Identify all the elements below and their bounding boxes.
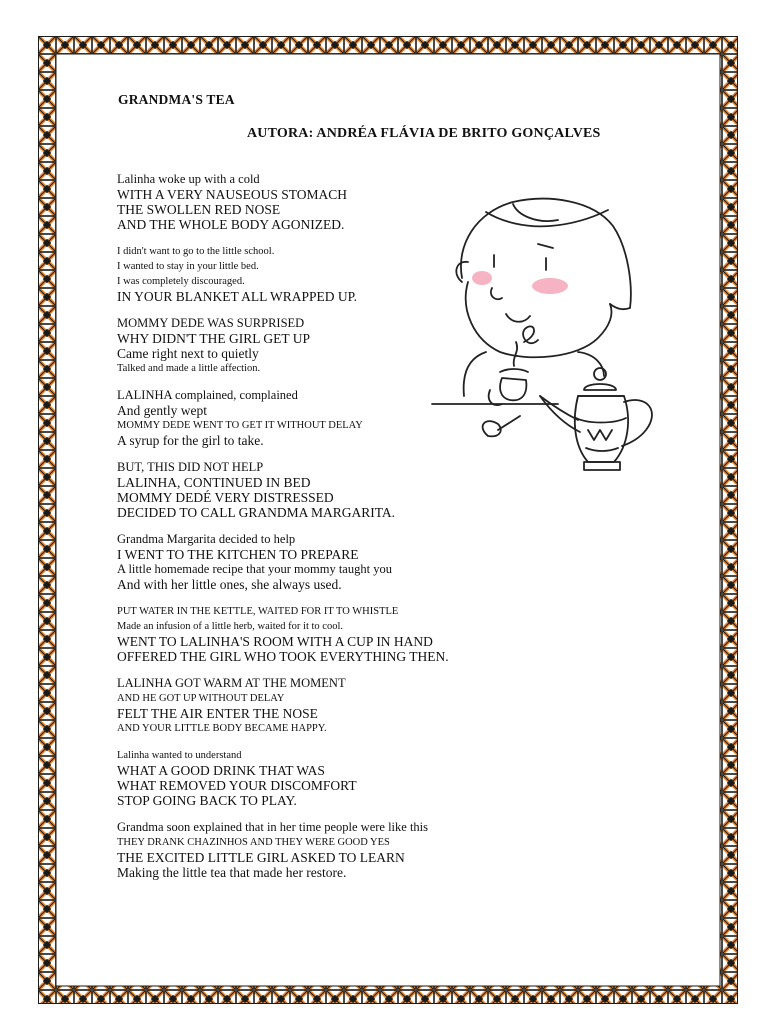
poem-line: A syrup for the girl to take. (117, 433, 264, 448)
girl-icon (432, 199, 631, 437)
poem-line: Came right next to quietly (117, 346, 259, 361)
poem-line: Talked and made a little affection. (117, 363, 261, 374)
author-line: AUTORA: ANDRÉA FLÁVIA DE BRITO GONÇALVES (247, 126, 601, 141)
poem-line: And gently wept (117, 403, 207, 418)
poem-line: OFFERED THE GIRL WHO TOOK EVERYTHING THEN. (117, 649, 449, 664)
poem-line: Lalinha woke up with a cold (117, 172, 260, 186)
poem-line: I was completely discouraged. (117, 276, 245, 287)
poem-line: A little homemade recipe that your mommy taught you (117, 562, 392, 576)
stanza (117, 604, 497, 664)
poem-line: WITH A VERY NAUSEOUS STOMACH (117, 187, 348, 202)
poem-line: I didn't want to go to the little school. (117, 246, 275, 257)
girl-drinking-tea-illustration (428, 190, 664, 480)
poem-line: STOP GOING BACK TO PLAY. (117, 793, 297, 808)
poem-line: Lalinha wanted to understand (117, 750, 242, 761)
poem-line: Made an infusion of a little herb, waited for it to cool. (117, 621, 343, 632)
poem-line: AND THE WHOLE BODY AGONIZED. (117, 217, 345, 232)
poem-line: And with her little ones, she always used. (117, 577, 342, 592)
poem-line: THE SWOLLEN RED NOSE (117, 202, 281, 217)
poem-line: Grandma soon explained that in her time people were like this (117, 820, 429, 834)
poem-line: AND HE GOT UP WITHOUT DELAY (117, 693, 285, 704)
poem-line: IN YOUR BLANKET ALL WRAPPED UP. (117, 289, 358, 304)
poem-line: THEY DRANK CHAZINHOS AND THEY WERE GOOD YES (117, 837, 390, 848)
poem-line: AND YOUR LITTLE BODY BECAME HAPPY. (117, 723, 327, 734)
poem-line: MOMMY DEDE WENT TO GET IT WITHOUT DELAY (117, 420, 363, 431)
poem-line: WENT TO LALINHA'S ROOM WITH A CUP IN HAND (117, 634, 433, 649)
poem-line: MOMMY DEDE WAS SURPRISED (117, 316, 305, 330)
poem-line: THE EXCITED LITTLE GIRL ASKED TO LEARN (117, 850, 405, 865)
poem-line: MOMMY DEDÉ VERY DISTRESSED (117, 490, 334, 505)
teapot-icon (540, 368, 652, 470)
poem-line: LALINHA GOT WARM AT THE MOMENT (117, 676, 346, 690)
stanza (117, 820, 497, 880)
poem-line: LALINHA complained, complained (117, 388, 298, 402)
stanza (117, 532, 497, 592)
poem-line: Grandma Margarita decided to help (117, 532, 296, 546)
poem-line: LALINHA, CONTINUED IN BED (117, 475, 311, 490)
poem-line: FELT THE AIR ENTER THE NOSE (117, 706, 318, 721)
poem-line: WHY DIDN'T THE GIRL GET UP (117, 331, 311, 346)
poem-line: Making the little tea that made her restore. (117, 865, 347, 880)
poem-line: DECIDED TO CALL GRANDMA MARGARITA. (117, 505, 396, 520)
document-title: GRANDMA'S TEA (118, 92, 235, 107)
stanza (117, 748, 497, 808)
poem-line: BUT, THIS DID NOT HELP (117, 460, 264, 474)
poem-line: I wanted to stay in your little bed. (117, 261, 259, 272)
poem-line: WHAT A GOOD DRINK THAT WAS (117, 763, 325, 778)
poem-line: WHAT REMOVED YOUR DISCOMFORT (117, 778, 357, 793)
poem-line: I WENT TO THE KITCHEN TO PREPARE (117, 547, 359, 562)
poem-line: PUT WATER IN THE KETTLE, WAITED FOR IT TO WHISTLE (117, 606, 399, 617)
stanza (117, 676, 497, 736)
